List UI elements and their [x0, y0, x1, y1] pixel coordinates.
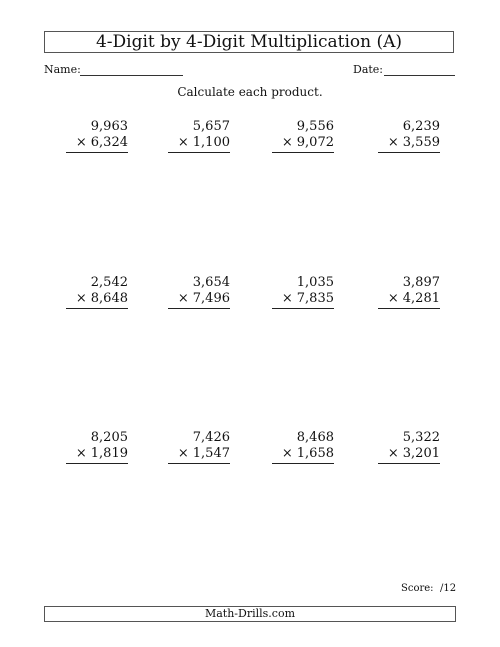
problem-multiplier-row	[272, 135, 334, 153]
problem-3	[244, 118, 334, 153]
multiply-sign: ×	[281, 135, 293, 150]
multiply-sign: ×	[387, 291, 399, 306]
problem-multiplier-row	[378, 135, 440, 153]
problem-multiplier: 1,658	[296, 446, 334, 461]
multiply-sign: ×	[281, 291, 293, 306]
multiply-sign: ×	[75, 446, 87, 461]
problem-multiplicand: 1,035	[296, 275, 334, 290]
problem-10	[140, 429, 230, 464]
multiply-sign: ×	[177, 446, 189, 461]
multiply-sign: ×	[281, 446, 293, 461]
problem-multiplier: 1,547	[192, 446, 230, 461]
problem-multiplier-row	[378, 291, 440, 309]
problem-12	[350, 429, 440, 464]
problem-multiplicand: 8,205	[90, 430, 128, 445]
worksheet-title: 4-Digit by 4-Digit Multiplication (A)	[44, 31, 454, 53]
problem-multiplier-row	[168, 446, 230, 464]
problem-multiplier-row	[272, 446, 334, 464]
problem-multiplicand: 3,654	[192, 275, 230, 290]
score-total: /12	[440, 583, 457, 594]
problem-9	[38, 429, 128, 464]
problem-multiplier: 1,819	[90, 446, 128, 461]
problem-11	[244, 429, 334, 464]
multiply-sign: ×	[75, 291, 87, 306]
name-label: Name:	[44, 63, 81, 76]
multiply-sign: ×	[177, 291, 189, 306]
problem-multiplier-row	[66, 135, 128, 153]
multiply-sign: ×	[177, 135, 189, 150]
problem-multiplier: 3,201	[402, 446, 440, 461]
problem-multiplier: 7,496	[192, 291, 230, 306]
problem-multiplier: 1,100	[192, 135, 230, 150]
date-label: Date:	[353, 63, 384, 76]
problem-multiplier: 8,648	[90, 291, 128, 306]
problem-multiplier: 4,281	[402, 291, 440, 306]
name-field-line	[80, 75, 183, 76]
problem-6	[140, 274, 230, 309]
problem-multiplier: 3,559	[402, 135, 440, 150]
footer-site-name: Math-Drills.com	[44, 606, 456, 622]
problem-multiplier-row	[272, 291, 334, 309]
multiply-sign: ×	[75, 135, 87, 150]
date-field-line	[384, 75, 455, 76]
problem-multiplicand: 9,963	[90, 119, 128, 134]
problem-multiplier-row	[168, 291, 230, 309]
problem-multiplicand: 2,542	[90, 275, 128, 290]
problem-multiplier: 6,324	[90, 135, 128, 150]
problem-multiplicand: 8,468	[296, 430, 334, 445]
problem-multiplier-row	[66, 291, 128, 309]
problem-8	[350, 274, 440, 309]
problem-5	[38, 274, 128, 309]
score-label: Score:	[401, 583, 434, 594]
multiply-sign: ×	[387, 135, 399, 150]
problem-multiplier: 9,072	[296, 135, 334, 150]
problem-7	[244, 274, 334, 309]
multiply-sign: ×	[387, 446, 399, 461]
problem-multiplier-row	[378, 446, 440, 464]
problem-1	[38, 118, 128, 153]
problem-multiplicand: 5,322	[402, 430, 440, 445]
problem-2	[140, 118, 230, 153]
problem-multiplier-row	[66, 446, 128, 464]
problem-4	[350, 118, 440, 153]
problem-multiplier: 7,835	[296, 291, 334, 306]
problem-multiplier-row	[168, 135, 230, 153]
instructions: Calculate each product.	[177, 85, 323, 99]
problem-multiplicand: 3,897	[402, 275, 440, 290]
problem-multiplicand: 6,239	[402, 119, 440, 134]
problem-multiplicand: 5,657	[192, 119, 230, 134]
problem-multiplicand: 9,556	[296, 119, 334, 134]
problem-multiplicand: 7,426	[192, 430, 230, 445]
